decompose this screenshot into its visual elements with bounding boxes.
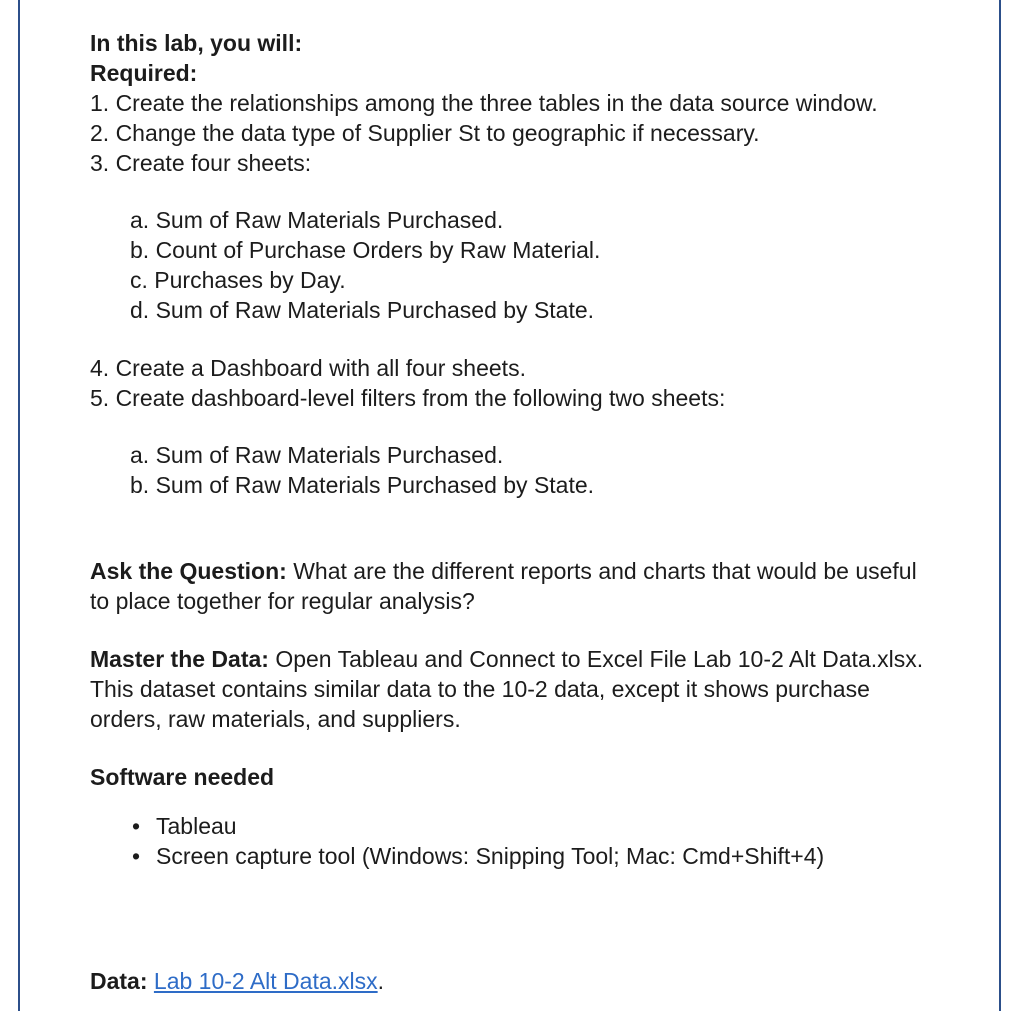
ask-label: Ask the Question: bbox=[90, 558, 287, 584]
step-item: 2. Change the data type of Supplier St to geographic if necessary. bbox=[90, 120, 760, 146]
data-label: Data: bbox=[90, 968, 148, 994]
step-item: 5. Create dashboard-level filters from the following two sheets: bbox=[90, 385, 726, 411]
master-text: Open Tableau and Connect to Excel File Lab 10-2 Alt Data.xlsx. This dataset contains similar data to the 10-2 data, except it shows purchase orders, raw materials, and suppliers. bbox=[90, 646, 924, 732]
steps-list bbox=[90, 88, 930, 178]
steps-list-2 bbox=[90, 353, 930, 413]
master-the-data bbox=[90, 644, 930, 734]
ask-the-question bbox=[90, 556, 930, 616]
data-suffix: . bbox=[377, 968, 385, 994]
sheet-item: b. Count of Purchase Orders by Raw Material. bbox=[130, 237, 601, 263]
software-item: • Screen capture tool (Windows: Snipping Tool; Mac: Cmd+Shift+4) bbox=[156, 841, 930, 871]
step-item: 4. Create a Dashboard with all four sheets. bbox=[90, 355, 526, 381]
sheets-list bbox=[90, 205, 930, 325]
software-heading: Software needed bbox=[90, 764, 275, 790]
data-file-link[interactable]: Lab 10-2 Alt Data.xlsx bbox=[153, 968, 378, 994]
filter-item: a. Sum of Raw Materials Purchased. bbox=[130, 442, 504, 468]
sheet-item: a. Sum of Raw Materials Purchased. bbox=[130, 207, 504, 233]
filters-list bbox=[90, 440, 930, 500]
lab-instructions bbox=[90, 28, 930, 994]
software-list bbox=[90, 811, 930, 871]
data-line bbox=[90, 966, 384, 996]
filter-item: b. Sum of Raw Materials Purchased by State. bbox=[130, 472, 595, 498]
sheet-item: d. Sum of Raw Materials Purchased by State. bbox=[130, 297, 595, 323]
step-item: 1. Create the relationships among the three tables in the data source window. bbox=[90, 90, 878, 116]
master-label: Master the Data: bbox=[90, 646, 269, 672]
intro-heading: In this lab, you will: bbox=[90, 30, 303, 56]
ask-text: What are the different reports and charts that would be useful to place together for regular analysis? bbox=[90, 558, 917, 614]
sheet-item: c. Purchases by Day. bbox=[130, 267, 346, 293]
required-heading: Required: bbox=[90, 60, 198, 86]
step-item: 3. Create four sheets: bbox=[90, 150, 312, 176]
software-item: • Tableau bbox=[156, 811, 930, 841]
